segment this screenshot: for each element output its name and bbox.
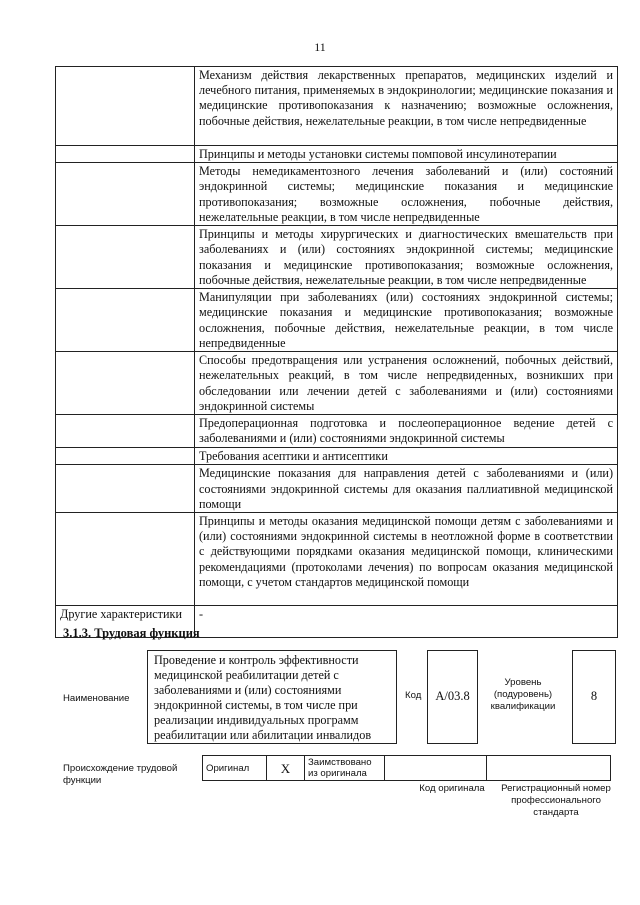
table-row: Методы немедикаментозного лечения заболеваний и (или) состояний эндокринной системы; медицинские показания и медицинские противопоказания; возможные осложнения, побочные действия, нежелательные реакции, в том числе непредвиденные	[195, 163, 618, 226]
section-title: 3.1.3. Трудовая функция	[63, 626, 200, 640]
table-row: Принципы и методы хирургических и диагностических вмешательств при заболеваниях и (или) состояниях эндокринной системы; медицинские показания и медицинские противопоказания; возможные осложнения, побочные действия, нежелательные реакции, в том числе непредвиденные	[195, 226, 618, 289]
table-row: Принципы и методы установки системы помповой инсулинотерапии	[195, 146, 618, 163]
origin-table	[202, 755, 611, 781]
level-label: Уровень (подуровень) квалификации	[490, 677, 556, 712]
table-row: Механизм действия лекарственных препаратов, медицинских изделий и лечебного питания, применяемых в эндокринологии; медицинские показания и медицинские противопоказания к назначению; возможные осложнения, побочные действия, нежелательные реакции, в том числе непредвиденные	[195, 67, 618, 146]
name-label: Наименование	[63, 693, 130, 704]
function-name-value: Проведение и контроль эффективности медицинской реабилитации детей с заболеваниями и (или) состояниями эндокринной системы, в том числе при реализации индивидуальных программ реабилитации или абилитации инвалидов	[147, 650, 397, 744]
code-label: Код	[405, 690, 422, 701]
original-code-cell	[385, 756, 487, 781]
knowledge-table	[55, 66, 618, 638]
table-row: Медицинские показания для направления детей с заболеваниями и (или) состояниями эндокринной системы для оказания паллиативной медицинской помощи	[195, 465, 618, 513]
other-characteristics-label: Другие характеристики	[56, 606, 195, 638]
reg-number-cell	[487, 756, 611, 781]
table-row: Принципы и методы оказания медицинской помощи детям с заболеваниями и (или) состояниями эндокринной системы в неотложной форме в соответствии с действующими порядками оказания медицинской помощи, клиническими рекомендациями (протоколами лечения) по вопросам оказания медицинской помощи, с учетом стандартов медицинской помощи	[195, 513, 618, 606]
table-row: Требования асептики и антисептики	[195, 448, 618, 465]
origin-label: Происхождение трудовой функции	[63, 763, 178, 786]
table-row: Манипуляции при заболеваниях (или) состояниях эндокринной системы; медицинские показания и медицинские противопоказания; возможные осложнения, побочные действия, нежелательные реакции, в том числе непредвиденные	[195, 289, 618, 352]
other-characteristics-value: -	[195, 606, 618, 638]
table-row: Предоперационная подготовка и послеоперационное ведение детей с заболеваниями и (или) состояниями эндокринной системы	[195, 415, 618, 448]
code-value: А/03.8	[427, 650, 478, 744]
table-left-cell	[56, 67, 195, 146]
borrowed-label: Заимствовано из оригинала	[305, 756, 385, 781]
original-code-caption: Код оригинала	[419, 783, 485, 794]
level-value: 8	[572, 650, 616, 744]
original-label: Оригинал	[203, 756, 267, 781]
original-mark: X	[267, 756, 305, 781]
reg-number-caption: Регистрационный номер профессионального стандарта	[501, 783, 611, 818]
page-number: 11	[314, 40, 326, 54]
table-row: Способы предотвращения или устранения осложнений, побочных действий, нежелательных реакций, в том числе непредвиденных, возникших при обследовании или лечении детей с заболеваниями и (или) состояниями эндокринной системы	[195, 352, 618, 415]
